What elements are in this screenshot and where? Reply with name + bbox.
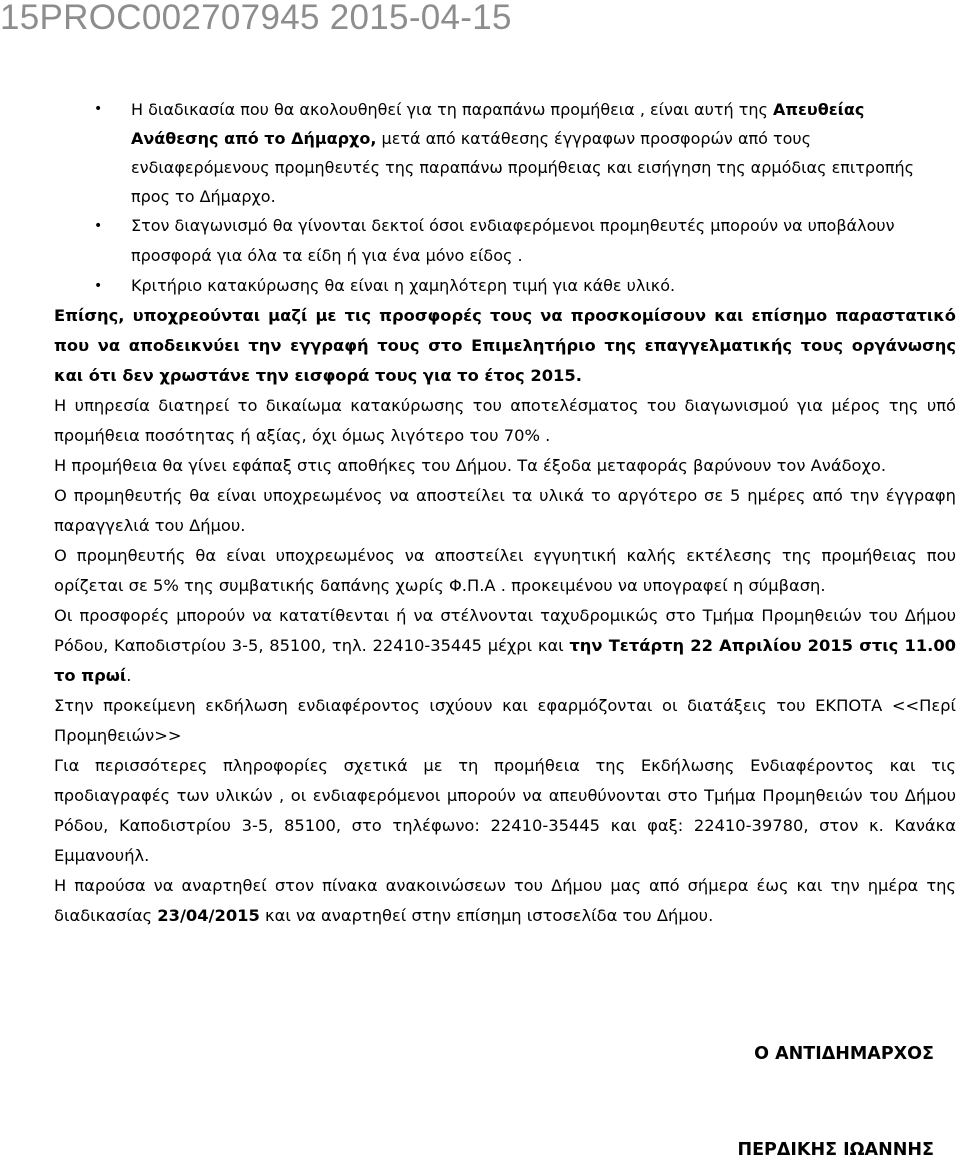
bullet-text-bold: Απευθείας Ανάθεσης από το Δήμαρχο, [131, 100, 865, 148]
posting-date: 23/04/2015 [157, 906, 260, 925]
paragraph-submission [54, 601, 956, 691]
list-item [94, 95, 924, 211]
paragraph-posting [54, 871, 956, 931]
paragraph-registration: Επίσης, υποχρεούνται μαζί με τις προσφορές τους να προσκομίσουν και επίσημο παραστατικό που να αποδεικνύει την εγγραφή τους στο Επιμελητήριο της επαγγελματικής τους οργάνωσης και ότι δεν χρωστάνε την εισφορά τους για το έτος 2015. [54, 306, 956, 385]
posting-text-end: και να αναρτηθεί στην επίσημη ιστοσελίδα του Δήμου. [259, 906, 714, 925]
bullet-text: μετά από κατάθεσης έγγραφων προσφορών από τους ενδιαφερόμενους προμηθευτές της παραπάνω προμήθειας και εισήγηση της αρμόδιας επιτροπής προς το Δήμαρχο. [131, 129, 915, 206]
bullet-text: Στον διαγωνισμό θα γίνονται δεκτοί όσοι ενδιαφερόμενοι προμηθευτές μπορούν να υποβάλουν προσφορά για όλα τα είδη ή για ένα μόνο είδος . [131, 216, 895, 265]
bullet-text: Η διαδικασία που θα ακολουθηθεί για τη παραπάνω προμήθεια , είναι αυτή της [131, 100, 773, 119]
document-id-stamp: 15PROC002707945 2015-04-15 [0, 0, 512, 37]
paragraph-contact: Για περισσότερες πληροφορίες σχετικά με τη προμήθεια της Εκδήλωσης Ενδιαφέροντος και τις προδιαγραφές των υλικών , οι ενδιαφερόμενοι μπορούν να απευθύνονται στο Τμήμα Προμηθειών του Δήμου Ρόδου, Καποδιστρίου 3-5, 85100, στο τηλέφωνο: 22410-35445 και φαξ: 22410-39780, στον κ. Κανάκα Εμμανουήλ. [54, 756, 956, 865]
list-item [94, 271, 924, 301]
document-body [54, 301, 956, 931]
paragraph-delivery: Η προμήθεια θα γίνει εφάπαξ στις αποθήκες του Δήμου. Τα έξοδα μεταφοράς βαρύνουν τον Ανάδοχο. [54, 456, 887, 475]
submission-text-end: . [126, 666, 132, 685]
paragraph-award-right: Η υπηρεσία διατηρεί το δικαίωμα κατακύρωσης του αποτελέσματος του διαγωνισμού για μέρος της υπό προμήθεια ποσότητας ή αξίας, όχι όμως λιγότερο του 70% . [54, 396, 956, 445]
deadline-date: την Τετάρτη 22 Απριλίου 2015 στις 11.00 το πρωί [54, 636, 956, 685]
bullet-text: Κριτήριο κατακύρωσης θα είναι η χαμηλότερη τιμή για κάθε υλικό. [131, 276, 676, 295]
posting-text: Η παρούσα να αναρτηθεί στον πίνακα ανακοινώσεων του Δήμου μας από σήμερα έως και την ημέρα της διαδικασίας [54, 876, 956, 925]
paragraph-guarantee: Ο προμηθευτής θα είναι υποχρεωμένος να αποστείλει εγγυητική καλής εκτέλεσης της προμήθειας που ορίζεται σε 5% της συμβατικής δαπάνης χωρίς Φ.Π.Α . προκειμένου να υπογραφεί η σύμβαση. [54, 546, 956, 595]
signatory-name: ΠΕΡΔΙΚΗΣ ΙΩΑΝΝΗΣ [737, 1140, 934, 1160]
conditions-list [94, 95, 924, 301]
paragraph-shipping-deadline: Ο προμηθευτής θα είναι υποχρεωμένος να αποστείλει τα υλικά το αργότερο σε 5 ημέρες από την έγγραφη παραγγελιά του Δήμου. [54, 486, 956, 535]
signatory-title: Ο ΑΝΤΙΔΗΜΑΡΧΟΣ [754, 1044, 934, 1064]
paragraph-regulations: Στην προκείμενη εκδήλωση ενδιαφέροντος ισχύουν και εφαρμόζονται οι διατάξεις του ΕΚΠΟΤΑ <<Περί Προμηθειών>> [54, 696, 956, 745]
submission-text: Οι προσφορές μπορούν να κατατίθενται ή να στέλνονται ταχυδρομικώς στο Τμήμα Προμηθειών του Δήμου Ρόδου, Καποδιστρίου 3-5, 85100, τηλ. 22410-35445 μέχρι και [54, 606, 956, 655]
list-item [94, 211, 924, 271]
